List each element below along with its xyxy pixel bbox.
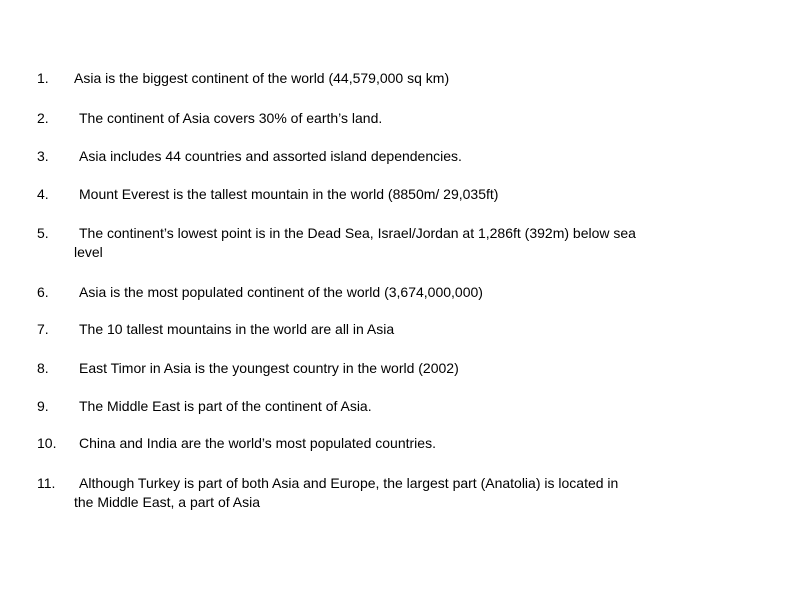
item-number: 9.: [37, 398, 49, 414]
item-number: 11.: [37, 475, 56, 491]
item-number: 6.: [37, 284, 49, 300]
item-number: 5.: [37, 225, 49, 241]
item-text-line-2: the Middle East, a part of Asia: [74, 494, 260, 510]
item-number: 3.: [37, 148, 49, 164]
item-number: 10.: [37, 435, 57, 451]
item-text: The continent of Asia covers 30% of earth’s land.: [79, 110, 383, 126]
item-text: Asia includes 44 countries and assorted island dependencies.: [79, 148, 462, 164]
item-text: The Middle East is part of the continent of Asia.: [79, 398, 372, 414]
item-number: 8.: [37, 360, 49, 376]
item-text: [74, 474, 734, 512]
item-number: 7.: [37, 321, 49, 337]
item-text: China and India are the world’s most populated countries.: [79, 435, 436, 451]
item-number: 4.: [37, 186, 49, 202]
item-text: Mount Everest is the tallest mountain in the world (8850m/ 29,035ft): [79, 186, 499, 202]
item-number: 1.: [37, 70, 49, 86]
item-text: East Timor in Asia is the youngest country in the world (2002): [79, 360, 459, 376]
item-text: [74, 224, 734, 262]
item-text-line-1: The continent’s lowest point is in the Dead Sea, Israel/Jordan at 1,286ft (392m) below sea: [79, 225, 636, 241]
item-text-line-2: level: [74, 244, 103, 260]
item-number: 2.: [37, 110, 49, 126]
item-text: The 10 tallest mountains in the world are all in Asia: [79, 321, 395, 337]
item-text: Asia is the biggest continent of the world (44,579,000 sq km): [74, 70, 450, 86]
item-text-line-1: Although Turkey is part of both Asia and Europe, the largest part (Anatolia) is located in: [79, 475, 619, 491]
item-text: Asia is the most populated continent of the world (3,674,000,000): [79, 284, 483, 300]
